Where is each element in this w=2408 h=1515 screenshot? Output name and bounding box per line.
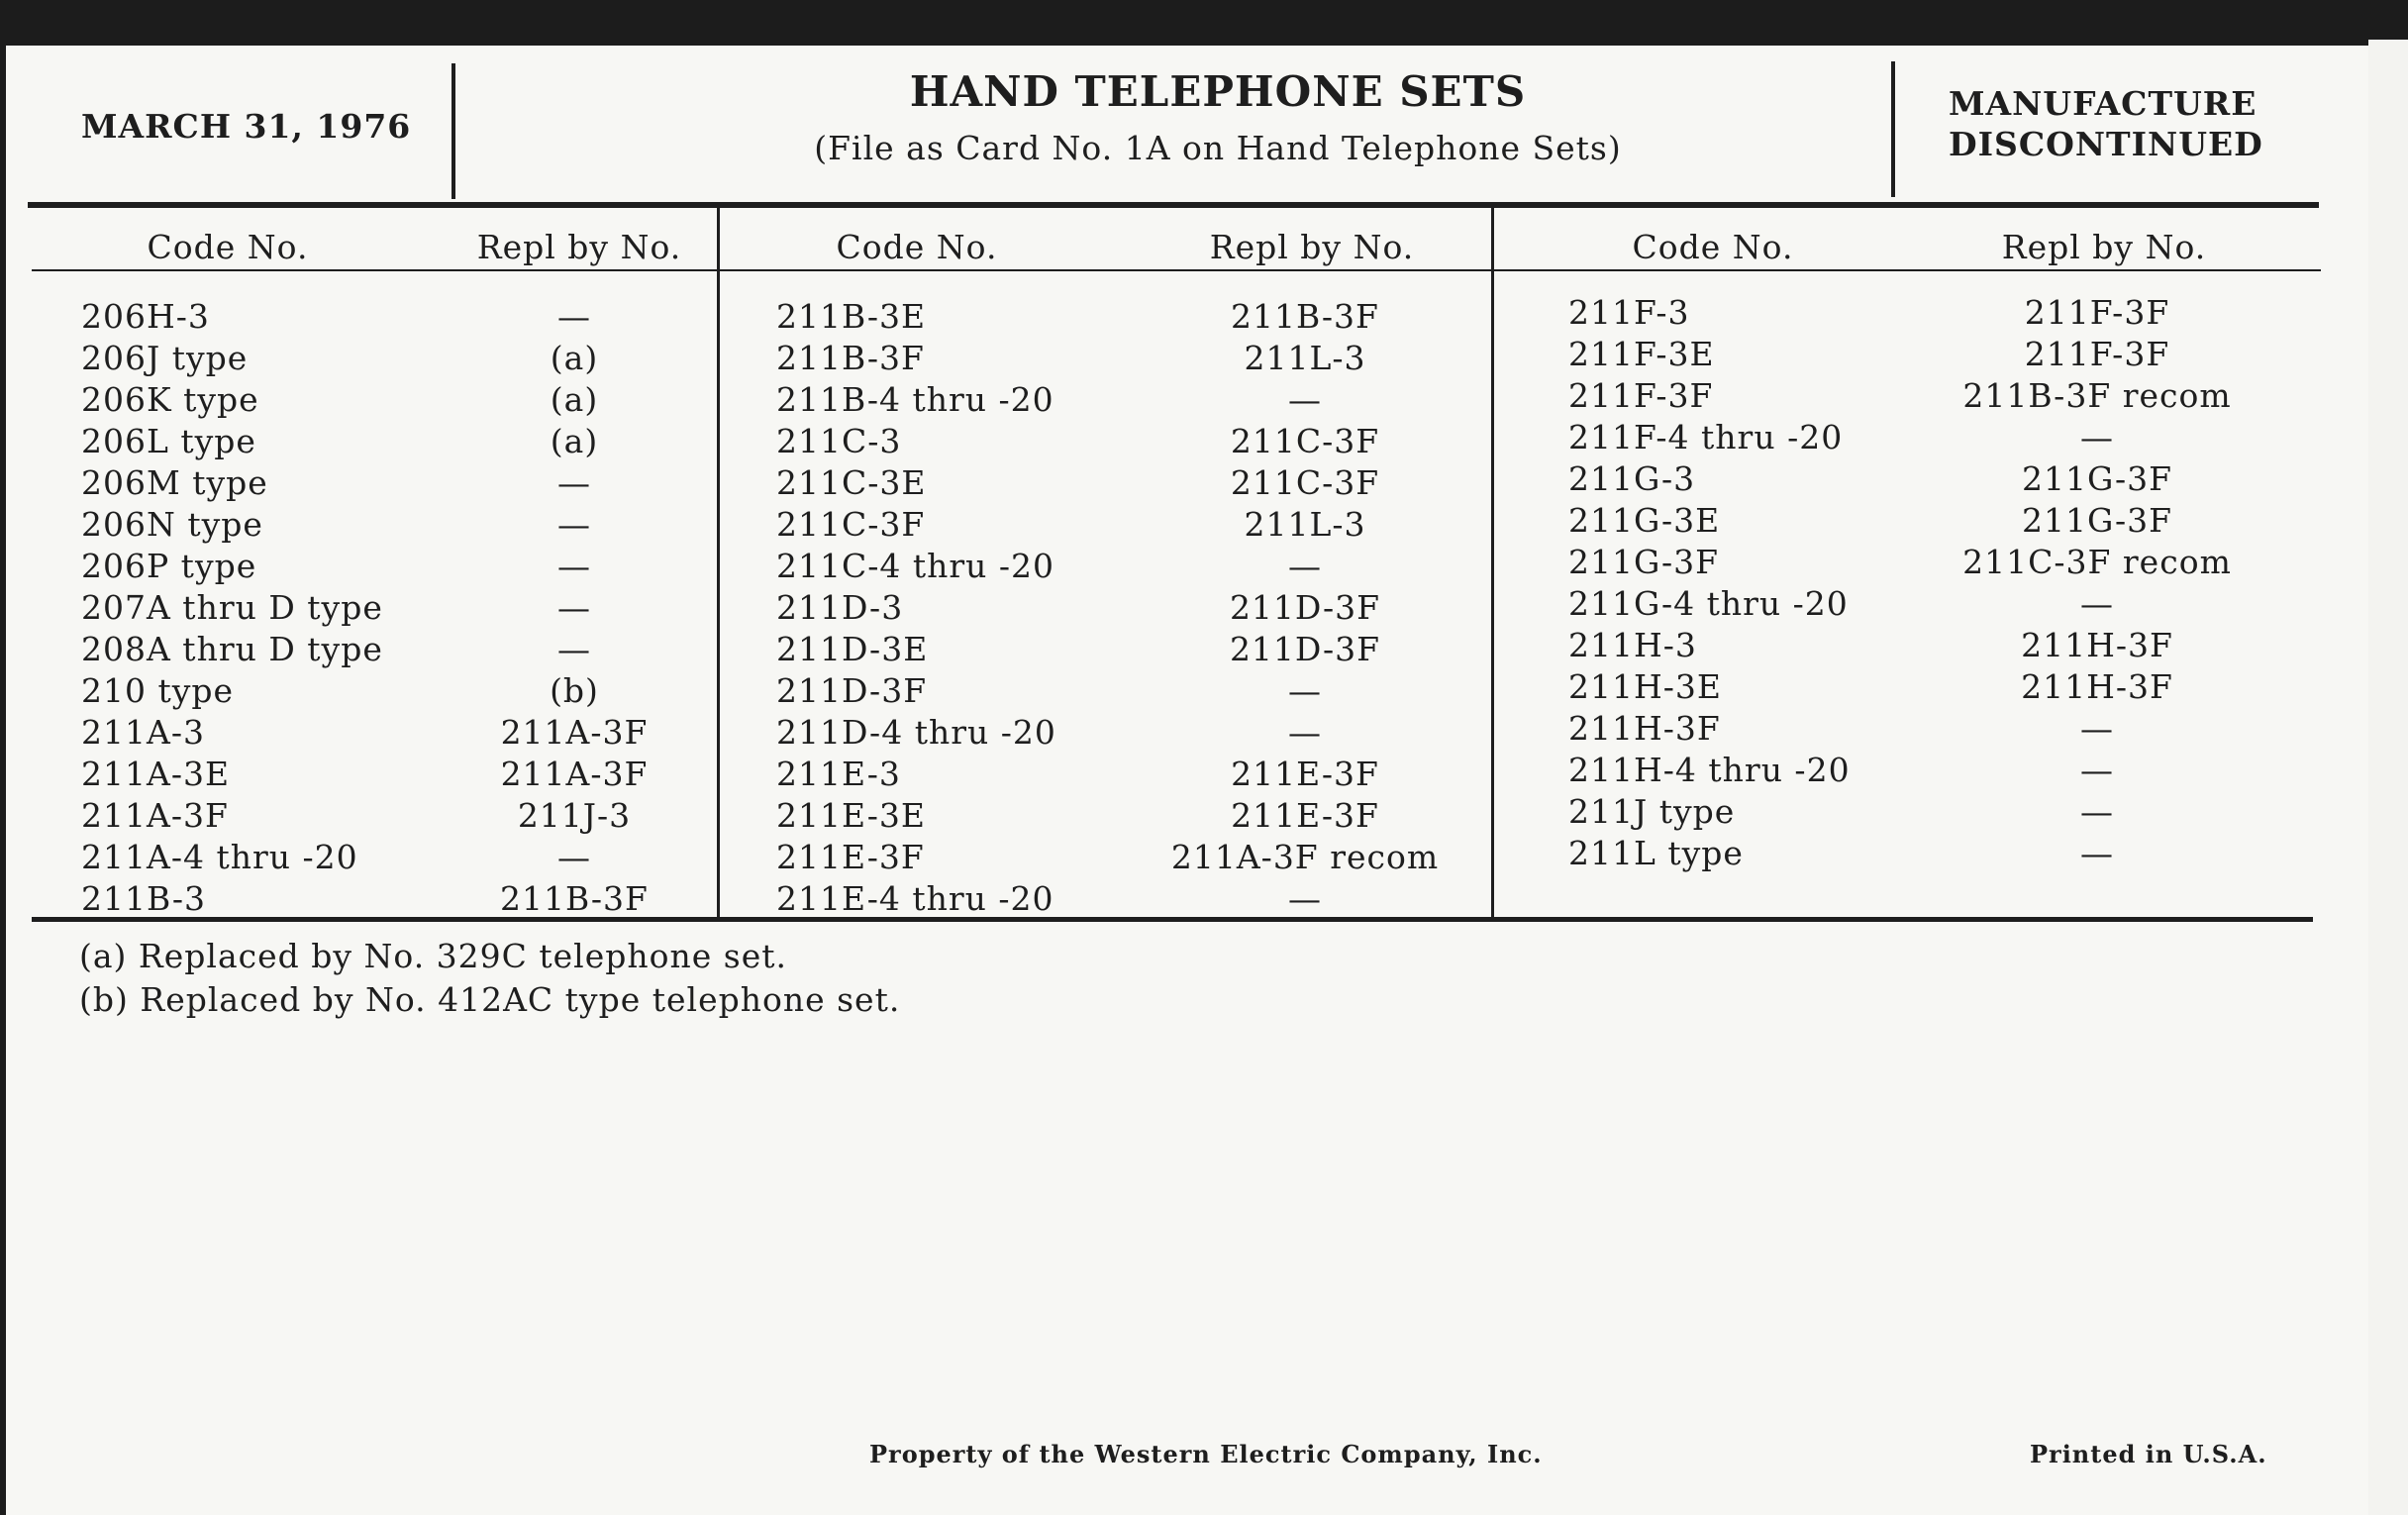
repl-by-no-cell: (a) bbox=[550, 339, 599, 377]
repl-by-no-cell: (a) bbox=[550, 422, 599, 460]
card-subtitle: (File as Card No. 1A on Hand Telephone Sets) bbox=[814, 129, 1622, 167]
code-no-cell: 206H-3 bbox=[81, 297, 210, 336]
repl-by-no-cell: — bbox=[1288, 879, 1322, 918]
code-no-cell: 211A-4 thru -20 bbox=[81, 838, 358, 876]
code-no-cell: 211C-4 thru -20 bbox=[776, 547, 1055, 585]
repl-by-no-cell: — bbox=[1288, 380, 1322, 419]
code-no-cell: 211B-3F bbox=[776, 339, 925, 377]
code-no-cell: 211H-3E bbox=[1568, 667, 1723, 706]
code-no-cell: 211F-3 bbox=[1568, 293, 1690, 332]
repl-by-no-cell: 211C-3F bbox=[1230, 463, 1380, 502]
col3-repl-header: Repl by No. bbox=[2001, 228, 2207, 266]
code-no-cell: 211A-3F bbox=[81, 796, 229, 835]
status-line-1: MANUFACTURE bbox=[1949, 84, 2258, 123]
repl-by-no-cell: — bbox=[2080, 584, 2114, 623]
footnote-b: (b) Replaced by No. 412AC type telephone set. bbox=[79, 980, 901, 1019]
column-divider-2 bbox=[1491, 204, 1494, 919]
code-no-cell: 206M type bbox=[81, 463, 268, 502]
status-line-2: DISCONTINUED bbox=[1949, 125, 2263, 163]
printed-in: Printed in U.S.A. bbox=[2030, 1440, 2267, 1468]
code-no-cell: 211A-3E bbox=[81, 755, 231, 793]
col1-code-header: Code No. bbox=[147, 228, 309, 266]
code-no-cell: 211D-3E bbox=[776, 630, 929, 668]
repl-by-no-cell: — bbox=[557, 547, 591, 585]
repl-by-no-cell: 211F-3F bbox=[2024, 335, 2170, 373]
code-no-cell: 211G-4 thru -20 bbox=[1568, 584, 1849, 623]
col1-repl-header: Repl by No. bbox=[476, 228, 682, 266]
repl-by-no-cell: — bbox=[557, 630, 591, 668]
repl-by-no-cell: (a) bbox=[550, 380, 599, 419]
repl-by-no-cell: 211G-3F bbox=[2021, 459, 2172, 498]
header-divider-left bbox=[452, 63, 455, 199]
repl-by-no-cell: 211A-3F bbox=[500, 713, 649, 752]
code-no-cell: 211H-3F bbox=[1568, 709, 1721, 748]
code-no-cell: 211L type bbox=[1568, 834, 1744, 872]
column-header-rule bbox=[32, 269, 2321, 271]
repl-by-no-cell: 211H-3F bbox=[2021, 667, 2173, 706]
repl-by-no-cell: — bbox=[2080, 709, 2114, 748]
col3-code-header: Code No. bbox=[1632, 228, 1794, 266]
code-no-cell: 211C-3F bbox=[776, 505, 926, 544]
repl-by-no-cell: 211C-3F recom bbox=[1962, 543, 2232, 581]
table-top-rule bbox=[28, 202, 2319, 208]
code-no-cell: 211F-4 thru -20 bbox=[1568, 418, 1844, 456]
repl-by-no-cell: 211J-3 bbox=[517, 796, 632, 835]
repl-by-no-cell: — bbox=[557, 297, 591, 336]
repl-by-no-cell: 211A-3F bbox=[500, 755, 649, 793]
repl-by-no-cell: — bbox=[2080, 834, 2114, 872]
repl-by-no-cell: 211E-3F bbox=[1231, 796, 1379, 835]
code-no-cell: 210 type bbox=[81, 671, 235, 710]
repl-by-no-cell: 211D-3F bbox=[1229, 630, 1381, 668]
code-no-cell: 207A thru D type bbox=[81, 588, 383, 627]
manufacture-status bbox=[1949, 83, 2364, 164]
repl-by-no-cell: — bbox=[1288, 713, 1322, 752]
repl-by-no-cell: 211E-3F bbox=[1231, 755, 1379, 793]
card-date: MARCH 31, 1976 bbox=[81, 107, 412, 146]
repl-by-no-cell: 211B-3F bbox=[500, 879, 649, 918]
property-notice: Property of the Western Electric Company, Inc. bbox=[869, 1440, 1543, 1468]
code-no-cell: 211E-3E bbox=[776, 796, 926, 835]
code-no-cell: 211C-3E bbox=[776, 463, 927, 502]
repl-by-no-cell: 211B-3F bbox=[1231, 297, 1379, 336]
code-no-cell: 211H-3 bbox=[1568, 626, 1697, 664]
code-no-cell: 211J type bbox=[1568, 792, 1736, 831]
footnote-a: (a) Replaced by No. 329C telephone set. bbox=[79, 937, 788, 975]
repl-by-no-cell: — bbox=[557, 505, 591, 544]
code-no-cell: 211G-3E bbox=[1568, 501, 1721, 540]
col2-code-header: Code No. bbox=[836, 228, 998, 266]
code-no-cell: 211E-3 bbox=[776, 755, 901, 793]
code-no-cell: 211G-3 bbox=[1568, 459, 1696, 498]
code-no-cell: 211B-3 bbox=[81, 879, 206, 918]
repl-by-no-cell: 211L-3 bbox=[1244, 505, 1366, 544]
repl-by-no-cell: — bbox=[557, 588, 591, 627]
repl-by-no-cell: 211A-3F recom bbox=[1170, 838, 1440, 876]
code-no-cell: 211D-3F bbox=[776, 671, 928, 710]
code-no-cell: 211B-3E bbox=[776, 297, 927, 336]
repl-by-no-cell: — bbox=[2080, 418, 2114, 456]
repl-by-no-cell: 211D-3F bbox=[1229, 588, 1381, 627]
repl-by-no-cell: — bbox=[557, 838, 591, 876]
repl-by-no-cell: 211L-3 bbox=[1244, 339, 1366, 377]
repl-by-no-cell: (b) bbox=[550, 671, 599, 710]
repl-by-no-cell: 211F-3F bbox=[2024, 293, 2170, 332]
repl-by-no-cell: 211C-3F bbox=[1230, 422, 1380, 460]
card-edge bbox=[2368, 40, 2408, 1515]
code-no-cell: 206K type bbox=[81, 380, 259, 419]
repl-by-no-cell: — bbox=[2080, 751, 2114, 789]
code-no-cell: 211B-4 thru -20 bbox=[776, 380, 1054, 419]
code-no-cell: 211A-3 bbox=[81, 713, 205, 752]
code-no-cell: 206N type bbox=[81, 505, 263, 544]
code-no-cell: 208A thru D type bbox=[81, 630, 383, 668]
code-no-cell: 211G-3F bbox=[1568, 543, 1720, 581]
repl-by-no-cell: — bbox=[1288, 671, 1322, 710]
code-no-cell: 206L type bbox=[81, 422, 256, 460]
repl-by-no-cell: 211H-3F bbox=[2021, 626, 2173, 664]
code-no-cell: 211E-3F bbox=[776, 838, 925, 876]
code-no-cell: 211C-3 bbox=[776, 422, 902, 460]
code-no-cell: 206J type bbox=[81, 339, 249, 377]
code-no-cell: 211E-4 thru -20 bbox=[776, 879, 1054, 918]
header-divider-right bbox=[1891, 61, 1895, 197]
card-title: HAND TELEPHONE SETS bbox=[909, 67, 1527, 116]
code-no-cell: 206P type bbox=[81, 547, 257, 585]
repl-by-no-cell: — bbox=[1288, 547, 1322, 585]
code-no-cell: 211F-3E bbox=[1568, 335, 1715, 373]
repl-by-no-cell: 211B-3F recom bbox=[1962, 376, 2232, 415]
code-no-cell: 211F-3F bbox=[1568, 376, 1714, 415]
col2-repl-header: Repl by No. bbox=[1209, 228, 1415, 266]
repl-by-no-cell: — bbox=[557, 463, 591, 502]
code-no-cell: 211D-3 bbox=[776, 588, 904, 627]
code-no-cell: 211D-4 thru -20 bbox=[776, 713, 1056, 752]
repl-by-no-cell: — bbox=[2080, 792, 2114, 831]
repl-by-no-cell: 211G-3F bbox=[2021, 501, 2172, 540]
code-no-cell: 211H-4 thru -20 bbox=[1568, 751, 1851, 789]
